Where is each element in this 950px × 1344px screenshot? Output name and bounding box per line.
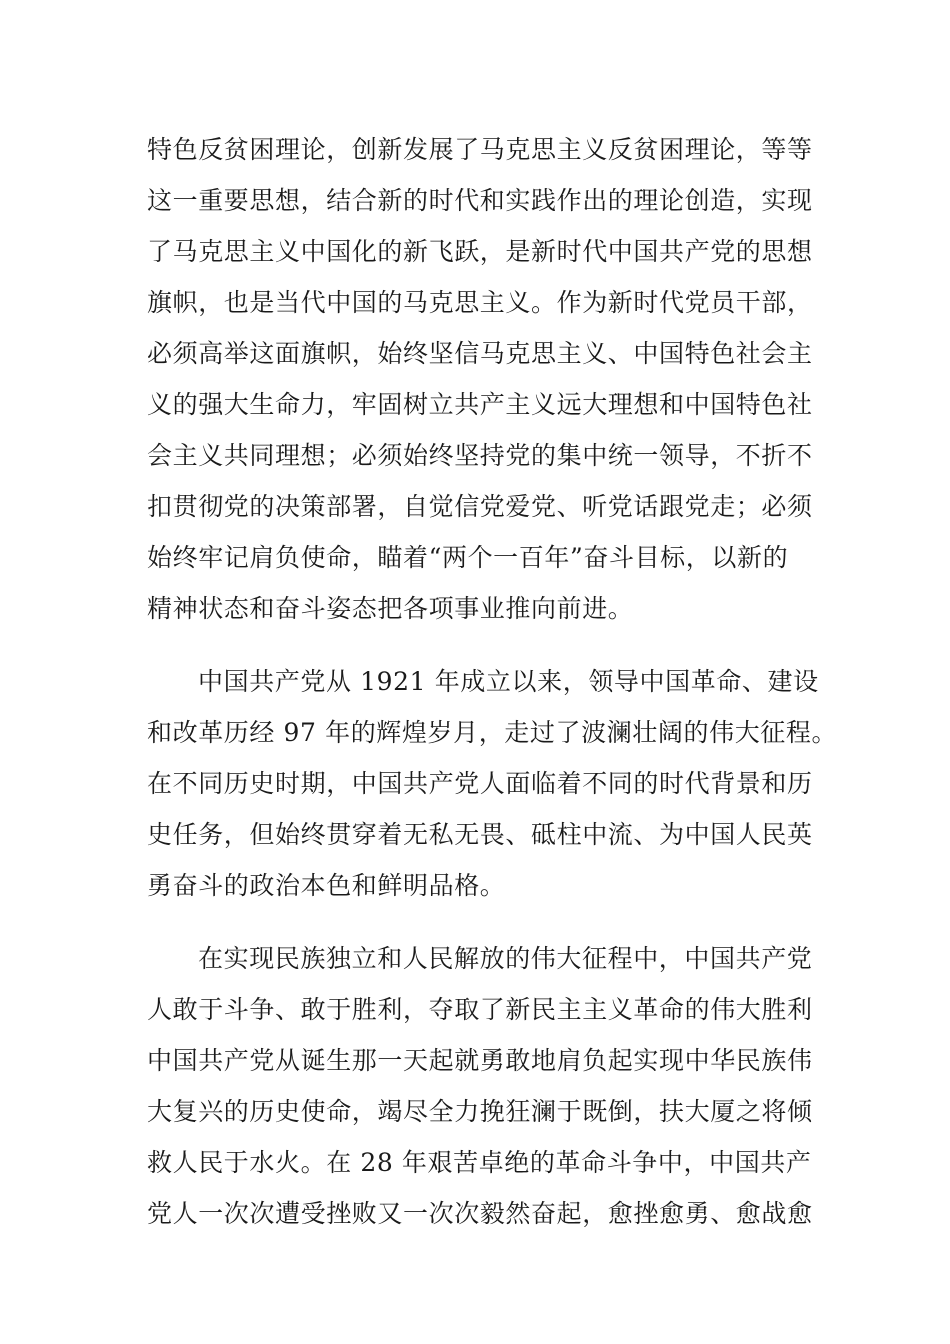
text-line: 中国共产党从 1921 年成立以来，领导中国革命、建设 bbox=[198, 667, 819, 696]
text-line: 这一重要思想，结合新的时代和实践作出的理论创造，实现 bbox=[147, 186, 813, 215]
text-line: 义的强大生命力，牢固树立共产主义远大理想和中国特色社 bbox=[147, 390, 813, 419]
text-line: 了马克思主义中国化的新飞跃，是新时代中国共产党的思想 bbox=[147, 237, 813, 266]
text-line: 救人民于水火。在 28 年艰苦卓绝的革命斗争中，中国共产 bbox=[147, 1148, 812, 1177]
text-line: 扣贯彻党的决策部署，自觉信党爱党、听党话跟党走；必须 bbox=[147, 492, 813, 521]
text-line: 勇奋斗的政治本色和鲜明品格。 bbox=[147, 871, 506, 900]
text-line: 在实现民族独立和人民解放的伟大征程中，中国共产党 bbox=[198, 944, 813, 973]
text-line: 精神状态和奋斗姿态把各项事业推向前进。 bbox=[147, 594, 634, 623]
text-line: 和改革历经 97 年的辉煌岁月，走过了波澜壮阔的伟大征程。 bbox=[147, 718, 838, 747]
text-line: 始终牢记肩负使命，瞄着“两个一百年”奋斗目标，以新的 bbox=[147, 543, 789, 572]
text-line: 中国共产党从诞生那一天起就勇敢地肩负起实现中华民族伟 bbox=[147, 1046, 813, 1075]
text-line: 会主义共同理想；必须始终坚持党的集中统一领导，不折不 bbox=[147, 441, 813, 470]
text-line: 人敢于斗争、敢于胜利，夺取了新民主主义革命的伟大胜利 bbox=[147, 995, 813, 1024]
text-line: 在不同历史时期，中国共产党人面临着不同的时代背景和历 bbox=[147, 769, 813, 798]
text-line: 必须高举这面旗帜，始终坚信马克思主义、中国特色社会主 bbox=[147, 339, 813, 368]
text-line: 史任务，但始终贯穿着无私无畏、砥柱中流、为中国人民英 bbox=[147, 820, 813, 849]
text-line: 旗帜，也是当代中国的马克思主义。作为新时代党员干部， bbox=[147, 288, 813, 317]
text-line: 大复兴的历史使命，竭尽全力挽狂澜于既倒，扶大厦之将倾 bbox=[147, 1097, 813, 1126]
text-line: 特色反贫困理论，创新发展了马克思主义反贫困理论，等等 bbox=[147, 135, 813, 164]
text-line: 党人一次次遭受挫败又一次次毅然奋起，愈挫愈勇、愈战愈 bbox=[147, 1199, 813, 1228]
